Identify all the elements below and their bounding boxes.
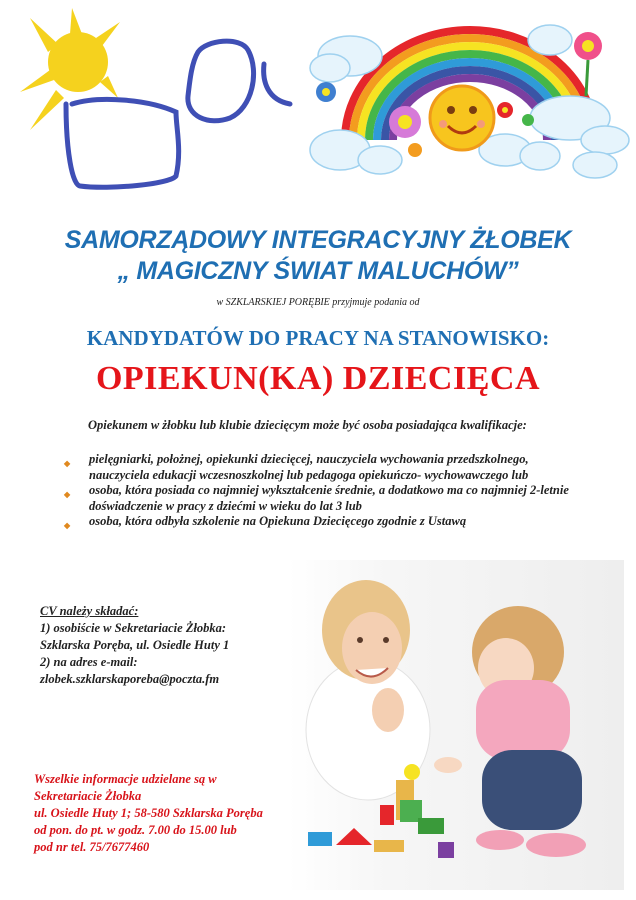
list-item-text: osoba, która posiada co najmniej wykształcenie średnie, a dodatkowo ma co najmniej 2-letnie doświadczenie w pracy z dziećmi w wieku do lat 3 lub (89, 483, 569, 513)
cv-title: CV należy składać: (40, 604, 139, 618)
yellow-sun-icon (20, 8, 120, 130)
cv-line: 2) na adres e-mail: (40, 655, 138, 669)
bullet-icon: ◆ (64, 459, 71, 468)
info-line: ul. Osiedle Huty 1; 58-580 Szklarska Poręba (34, 806, 263, 820)
position-heading (0, 326, 636, 351)
requirements-intro: Opiekunem w żłobku lub klubie dziecięcym może być osoba posiadająca kwalifikacje: (88, 418, 527, 432)
bullet-icon: ◆ (64, 521, 71, 530)
info-line: od pon. do pt. w godz. 7.00 do 15.00 lub (34, 823, 237, 837)
position-heading-text: KANDYDATÓW DO PRACY NA STANOWISKO: (86, 326, 550, 350)
info-line: pod nr tel. 75/7677460 (34, 840, 150, 854)
bullet-icon: ◆ (64, 490, 71, 499)
list-item (56, 514, 576, 530)
cv-line: Szklarska Poręba, ul. Osiedle Huty 1 (40, 638, 230, 652)
list-item (56, 452, 576, 483)
caregiver-child-photo (288, 560, 624, 890)
job-title: OPIEKUN(KA) DZIECIĘCA (95, 360, 541, 397)
list-item-text: pielęgniarki, położnej, opiekunki dziecięcej, nauczyciela wychowania przedszkolnego, nauczyciela edukacji wczesnoszkolnej lub pedagoga opiekuńczo- wychowawczego lub (89, 452, 529, 482)
info-line: Wszelkie informacje udzielane są w (34, 772, 217, 786)
cv-section (40, 603, 310, 688)
cv-line: 1) osobiście w Sekretariacie Żłobka: (40, 621, 227, 635)
requirements-list (56, 452, 576, 530)
list-item-text: osoba, która odbyła szkolenie na Opiekuna Dziecięcego zgodnie z Ustawą (89, 514, 467, 528)
smiling-sun-icon (430, 86, 494, 150)
nursery-name-line2: „ MAGICZNY ŚWIAT MALUCHÓW” (117, 257, 519, 285)
info-line: Sekretariacie Żłobka (34, 789, 142, 803)
list-item (56, 483, 576, 514)
info-section (34, 771, 314, 856)
nursery-location-line: w SZKLARSKIEJ PORĘBIE przyjmuje podania od (216, 297, 420, 308)
header-decoration (0, 0, 636, 200)
nursery-name-line1: SAMORZĄDOWY INTEGRACYJNY ŻŁOBEK (64, 226, 572, 254)
cv-email: zlobek.szklarskaporeba@poczta.fm (40, 672, 220, 686)
